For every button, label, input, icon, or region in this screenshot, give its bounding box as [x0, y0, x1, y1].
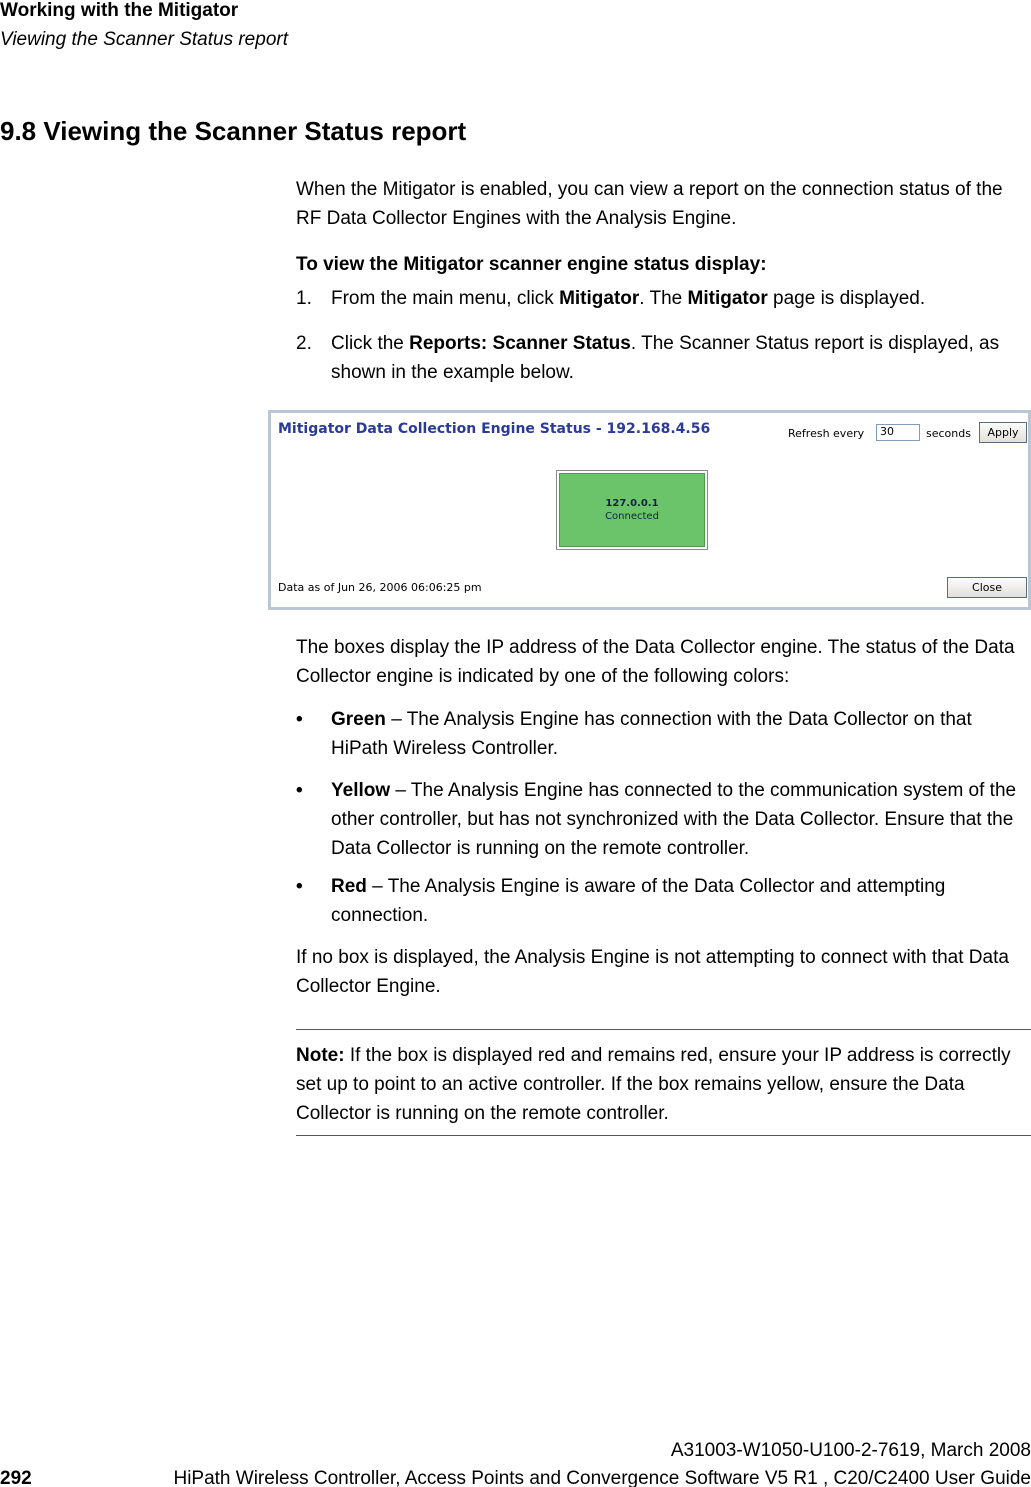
section-title: 9.8 Viewing the Scanner Status report	[0, 116, 467, 146]
refresh-interval-input[interactable]: 30	[876, 424, 920, 441]
engine-connection-status: Connected	[605, 511, 659, 522]
seconds-label: seconds	[926, 427, 971, 440]
bullet-marker: •	[296, 780, 303, 801]
engine-status-indicator	[559, 473, 705, 547]
step-ui-term: Mitigator	[559, 288, 640, 309]
step-ui-term: Reports: Scanner Status	[409, 333, 631, 354]
scanner-status-screenshot	[268, 410, 1031, 610]
close-button[interactable]: Close	[947, 577, 1027, 598]
note-label: Note:	[296, 1045, 345, 1066]
step-text: From the main menu, click Mitigator. The Mitigator page is displayed.	[331, 288, 926, 309]
running-header-chapter: Working with the Mitigator	[0, 0, 239, 21]
note-divider-bottom	[296, 1135, 1031, 1136]
step-number: 2.	[296, 333, 312, 354]
data-timestamp: Data as of Jun 26, 2006 06:06:25 pm	[278, 581, 482, 594]
engine-status-title: Mitigator Data Collection Engine Status - 192.168.4.56	[278, 421, 711, 437]
bullet-yellow	[296, 776, 1031, 863]
bullet-red	[296, 872, 1031, 930]
bullet-text: Red – The Analysis Engine is aware of the Data Collector and attempting connection.	[331, 876, 946, 926]
boxes-paragraph: The boxes display the IP address of the Data Collector engine. The status of the Data Collector engine is indicated by one of the following colors:	[296, 637, 1015, 687]
engine-ip: 127.0.0.1	[605, 498, 659, 509]
intro-paragraph: When the Mitigator is enabled, you can view a report on the connection status of the RF Data Collector Engines with the Analysis Engine.	[296, 179, 1003, 229]
bullet-text: Yellow – The Analysis Engine has connected to the communication system of the other controller, but has not synchronized with the Data Collector. Ensure that the Data Collector is running on the remote controller.	[331, 780, 1017, 859]
procedure-step-2	[296, 329, 1031, 387]
step-number: 1.	[296, 288, 312, 309]
procedure-heading: To view the Mitigator scanner engine status display:	[296, 254, 767, 275]
step-ui-term: Mitigator	[687, 288, 768, 309]
footer-document-id: A31003-W1050-U100-2-7619, March 2008	[670, 1440, 1031, 1461]
engine-status-box	[556, 470, 708, 550]
bullet-marker: •	[296, 876, 303, 897]
footer-guide-title: HiPath Wireless Controller, Access Points and Convergence Software V5 R1 , C20/C2400 User Guide	[173, 1468, 1031, 1487]
bullet-green	[296, 705, 1031, 763]
bullet-term: Yellow	[331, 780, 391, 801]
note-divider-top	[296, 1029, 1031, 1030]
no-box-paragraph: If no box is displayed, the Analysis Engine is not attempting to connect with that Data Collector Engine.	[296, 947, 1009, 997]
bullet-term: Red	[331, 876, 367, 897]
bullet-marker: •	[296, 709, 303, 730]
note-block	[296, 1041, 1031, 1128]
procedure-step-1	[296, 284, 1031, 313]
refresh-label: Refresh every	[788, 427, 865, 440]
bullet-text: Green – The Analysis Engine has connection with the Data Collector on that HiPath Wireless Controller.	[331, 709, 972, 759]
bullet-term: Green	[331, 709, 386, 730]
apply-button[interactable]: Apply	[979, 422, 1027, 443]
running-header-section: Viewing the Scanner Status report	[0, 29, 288, 50]
step-text: Click the Reports: Scanner Status. The Scanner Status report is displayed, as shown in the example below.	[331, 333, 1000, 383]
note-text: If the box is displayed red and remains red, ensure your IP address is correctly set up to point to an active controller. If the box remains yellow, ensure the Data Collector is running on the remote controller.	[296, 1045, 1011, 1124]
footer-page-number: 292	[0, 1468, 32, 1487]
